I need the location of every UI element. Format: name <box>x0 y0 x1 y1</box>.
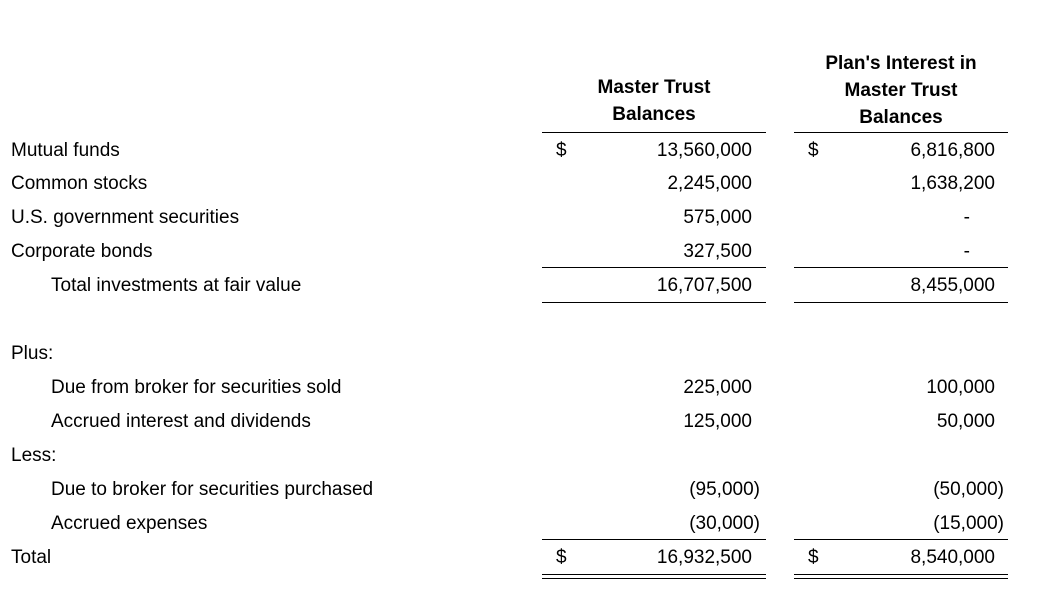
value-accrued-expenses-plan: (15,000) <box>933 513 1004 534</box>
double-rule-bottom-col2 <box>794 578 1008 579</box>
total-rule-col1 <box>542 539 766 540</box>
total-investments-rule-col2 <box>794 302 1008 303</box>
row-label-accrued-expenses: Accrued expenses <box>51 513 208 534</box>
header-plans-interest <box>796 50 1006 131</box>
subtotal-rule-col2 <box>794 267 1008 268</box>
currency-symbol: $ <box>556 547 567 568</box>
header-master-trust-balances <box>556 74 752 128</box>
currency-symbol: $ <box>808 547 819 568</box>
row-label-total-investments: Total investments at fair value <box>51 275 302 296</box>
section-label-plus: Plus: <box>11 343 54 364</box>
value-common-stocks-master: 2,245,000 <box>667 173 752 194</box>
row-label-mutual-funds: Mutual funds <box>11 140 120 161</box>
subtotal-rule-col1 <box>542 267 766 268</box>
header-col1-line1: Master Trust <box>597 77 711 98</box>
value-us-gov-plan: - <box>963 207 970 228</box>
row-label-common-stocks: Common stocks <box>11 173 148 194</box>
header-underline-col1 <box>542 132 766 133</box>
value-total-master: 16,932,500 <box>656 547 752 568</box>
value-total-plan: 8,540,000 <box>910 547 995 568</box>
double-rule-top-col2 <box>794 574 1008 575</box>
row-label-us-government-securities: U.S. government securities <box>11 207 240 228</box>
double-rule-top-col1 <box>542 574 766 575</box>
row-label-accrued-interest: Accrued interest and dividends <box>51 411 311 432</box>
value-accrued-interest-plan: 50,000 <box>936 411 995 432</box>
value-mutual-funds-plan: 6,816,800 <box>910 140 995 161</box>
value-accrued-expenses-master: (30,000) <box>689 513 760 534</box>
double-rule-bottom-col1 <box>542 578 766 579</box>
value-due-to-broker-master: (95,000) <box>689 479 760 500</box>
row-label-due-from-broker: Due from broker for securities sold <box>51 377 342 398</box>
value-common-stocks-plan: 1,638,200 <box>910 173 995 194</box>
value-corporate-bonds-plan: - <box>963 241 970 262</box>
header-col2-line2: Master Trust <box>844 80 958 101</box>
value-total-investments-plan: 8,455,000 <box>910 275 995 296</box>
header-col1-line2: Balances <box>612 104 696 125</box>
header-col2-line3: Balances <box>859 107 943 128</box>
row-label-total: Total <box>11 547 52 568</box>
value-accrued-interest-master: 125,000 <box>683 411 752 432</box>
value-due-to-broker-plan: (50,000) <box>933 479 1004 500</box>
value-due-from-broker-plan: 100,000 <box>926 377 995 398</box>
value-due-from-broker-master: 225,000 <box>683 377 752 398</box>
total-investments-rule-col1 <box>542 302 766 303</box>
value-us-gov-master: 575,000 <box>683 207 752 228</box>
currency-symbol: $ <box>808 140 819 161</box>
row-label-corporate-bonds: Corporate bonds <box>11 241 153 262</box>
value-mutual-funds-master: 13,560,000 <box>656 140 752 161</box>
currency-symbol: $ <box>556 140 567 161</box>
value-total-investments-master: 16,707,500 <box>656 275 752 296</box>
section-label-less: Less: <box>11 445 57 466</box>
header-underline-col2 <box>794 132 1008 133</box>
row-label-due-to-broker: Due to broker for securities purchased <box>51 479 374 500</box>
header-col2-line1: Plan's Interest in <box>825 53 977 74</box>
total-rule-col2 <box>794 539 1008 540</box>
value-corporate-bonds-master: 327,500 <box>683 241 752 262</box>
